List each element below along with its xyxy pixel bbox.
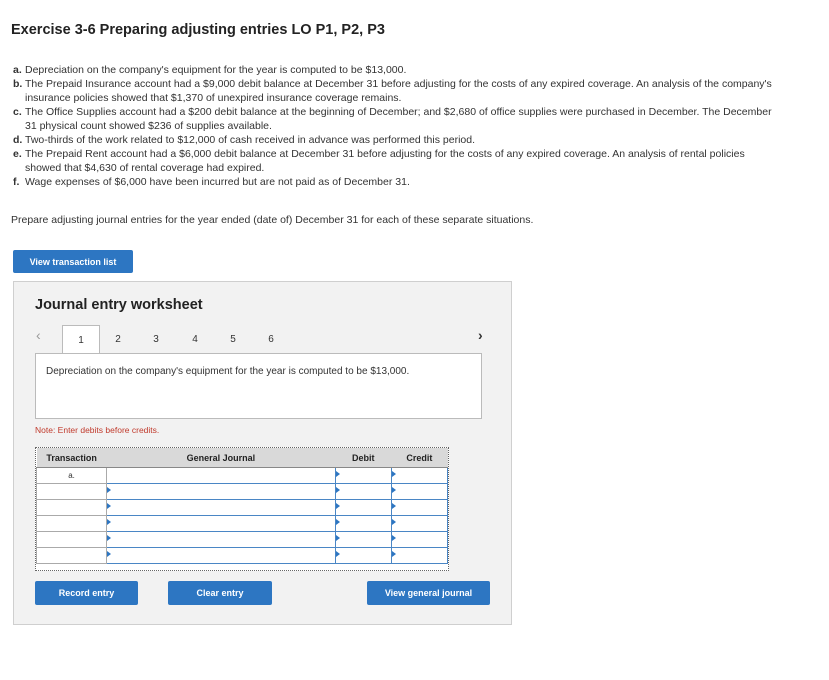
tab-1[interactable]: 1 xyxy=(62,325,100,355)
dropdown-marker-icon xyxy=(392,551,396,557)
dropdown-marker-icon xyxy=(107,551,111,557)
dropdown-marker-icon xyxy=(107,519,111,525)
exercise-title: Exercise 3-6 Preparing adjusting entries LO P1, P2, P3 xyxy=(11,22,385,38)
transaction-description-box xyxy=(35,353,482,419)
item-text: Wage expenses of $6,000 have been incurred but are not paid as of December 31. xyxy=(25,176,410,188)
account-input[interactable] xyxy=(107,532,336,548)
item-text: Two-thirds of the work related to $12,000 of cash received in advance was performed this period. xyxy=(25,134,475,146)
dropdown-marker-icon xyxy=(392,535,396,541)
exercise-item-b xyxy=(13,77,773,105)
dropdown-marker-icon xyxy=(336,471,340,477)
header-general-journal: General Journal xyxy=(107,448,336,468)
debit-input[interactable] xyxy=(335,532,391,548)
debit-input[interactable] xyxy=(335,548,391,564)
account-input[interactable] xyxy=(107,500,336,516)
tab-6[interactable]: 6 xyxy=(268,333,274,345)
worksheet-title: Journal entry worksheet xyxy=(35,297,203,313)
dropdown-marker-icon xyxy=(336,551,340,557)
dropdown-marker-icon xyxy=(336,519,340,525)
clear-entry-button[interactable]: Clear entry xyxy=(168,581,272,605)
credit-input[interactable] xyxy=(391,516,447,532)
debit-input[interactable] xyxy=(335,500,391,516)
tab-3[interactable]: 3 xyxy=(153,333,159,345)
item-label: c. xyxy=(13,106,22,118)
dropdown-marker-icon xyxy=(392,503,396,509)
item-label: e. xyxy=(13,148,22,160)
item-text: The Prepaid Rent account had a $6,000 debit balance at December 31 before adjusting for the costs of any expired coverage. An analysis of rental policies showed that $4,630 of rental coverage had expired. xyxy=(25,148,745,174)
instruction-prompt: Prepare adjusting journal entries for the year ended (date of) December 31 for each of these separate situations. xyxy=(11,214,534,226)
entry-note: Note: Enter debits before credits. xyxy=(35,425,160,435)
dropdown-marker-icon xyxy=(392,519,396,525)
table-row xyxy=(37,548,448,564)
transaction-cell xyxy=(37,484,107,500)
credit-input[interactable] xyxy=(391,468,447,484)
account-input[interactable] xyxy=(107,548,336,564)
exercise-item-c xyxy=(13,105,773,133)
credit-input[interactable] xyxy=(391,484,447,500)
item-label: f. xyxy=(13,176,20,188)
transaction-cell xyxy=(37,516,107,532)
account-input[interactable] xyxy=(107,484,336,500)
credit-input[interactable] xyxy=(391,532,447,548)
item-label: d. xyxy=(13,134,23,146)
item-label: b. xyxy=(13,78,23,90)
table-row xyxy=(37,484,448,500)
chevron-left-icon[interactable]: ‹ xyxy=(36,327,41,343)
dropdown-marker-icon xyxy=(107,487,111,493)
tab-4[interactable]: 4 xyxy=(192,333,198,345)
exercise-item-a xyxy=(13,63,773,77)
dropdown-marker-icon xyxy=(336,503,340,509)
debit-input[interactable] xyxy=(335,484,391,500)
exercise-items xyxy=(13,63,773,189)
journal-entry-worksheet xyxy=(13,281,512,625)
dropdown-marker-icon xyxy=(336,535,340,541)
dropdown-marker-icon xyxy=(392,487,396,493)
credit-input[interactable] xyxy=(391,548,447,564)
dropdown-marker-icon xyxy=(392,471,396,477)
transaction-cell: a. xyxy=(37,468,107,484)
table-row xyxy=(37,516,448,532)
tab-5[interactable]: 5 xyxy=(230,333,236,345)
view-general-journal-button[interactable]: View general journal xyxy=(367,581,490,605)
dropdown-marker-icon xyxy=(336,487,340,493)
header-transaction: Transaction xyxy=(37,448,107,468)
view-transaction-list-button[interactable]: View transaction list xyxy=(13,250,133,273)
table-row xyxy=(37,500,448,516)
transaction-cell xyxy=(37,500,107,516)
exercise-item-d xyxy=(13,133,773,147)
account-input[interactable] xyxy=(107,516,336,532)
journal-table xyxy=(35,447,449,571)
debit-input[interactable] xyxy=(335,468,391,484)
chevron-right-icon[interactable]: › xyxy=(478,327,483,343)
credit-input[interactable] xyxy=(391,500,447,516)
exercise-item-e xyxy=(13,147,773,175)
transaction-cell xyxy=(37,532,107,548)
header-debit: Debit xyxy=(335,448,391,468)
dropdown-marker-icon xyxy=(107,535,111,541)
item-label: a. xyxy=(13,64,22,76)
table-row xyxy=(37,468,448,484)
tab-2[interactable]: 2 xyxy=(115,333,121,345)
debit-input[interactable] xyxy=(335,516,391,532)
transaction-cell xyxy=(37,548,107,564)
item-text: The Office Supplies account had a $200 debit balance at the beginning of December; and $2,680 of office supplies were purchased in December. The December 31 physical count showed $236 of supplies available. xyxy=(25,106,772,132)
header-credit: Credit xyxy=(391,448,447,468)
table-row xyxy=(37,532,448,548)
record-entry-button[interactable]: Record entry xyxy=(35,581,138,605)
account-input[interactable] xyxy=(107,468,336,484)
item-text: Depreciation on the company's equipment for the year is computed to be $13,000. xyxy=(25,64,407,76)
item-text: The Prepaid Insurance account had a $9,000 debit balance at December 31 before adjusting for the costs of any expired coverage. An analysis of the company's insurance policies showed that $1,370 of unexpired insurance coverage remains. xyxy=(25,78,772,104)
transaction-description: Depreciation on the company's equipment for the year is computed to be $13,000. xyxy=(46,366,410,377)
exercise-item-f xyxy=(13,175,773,189)
dropdown-marker-icon xyxy=(107,503,111,509)
